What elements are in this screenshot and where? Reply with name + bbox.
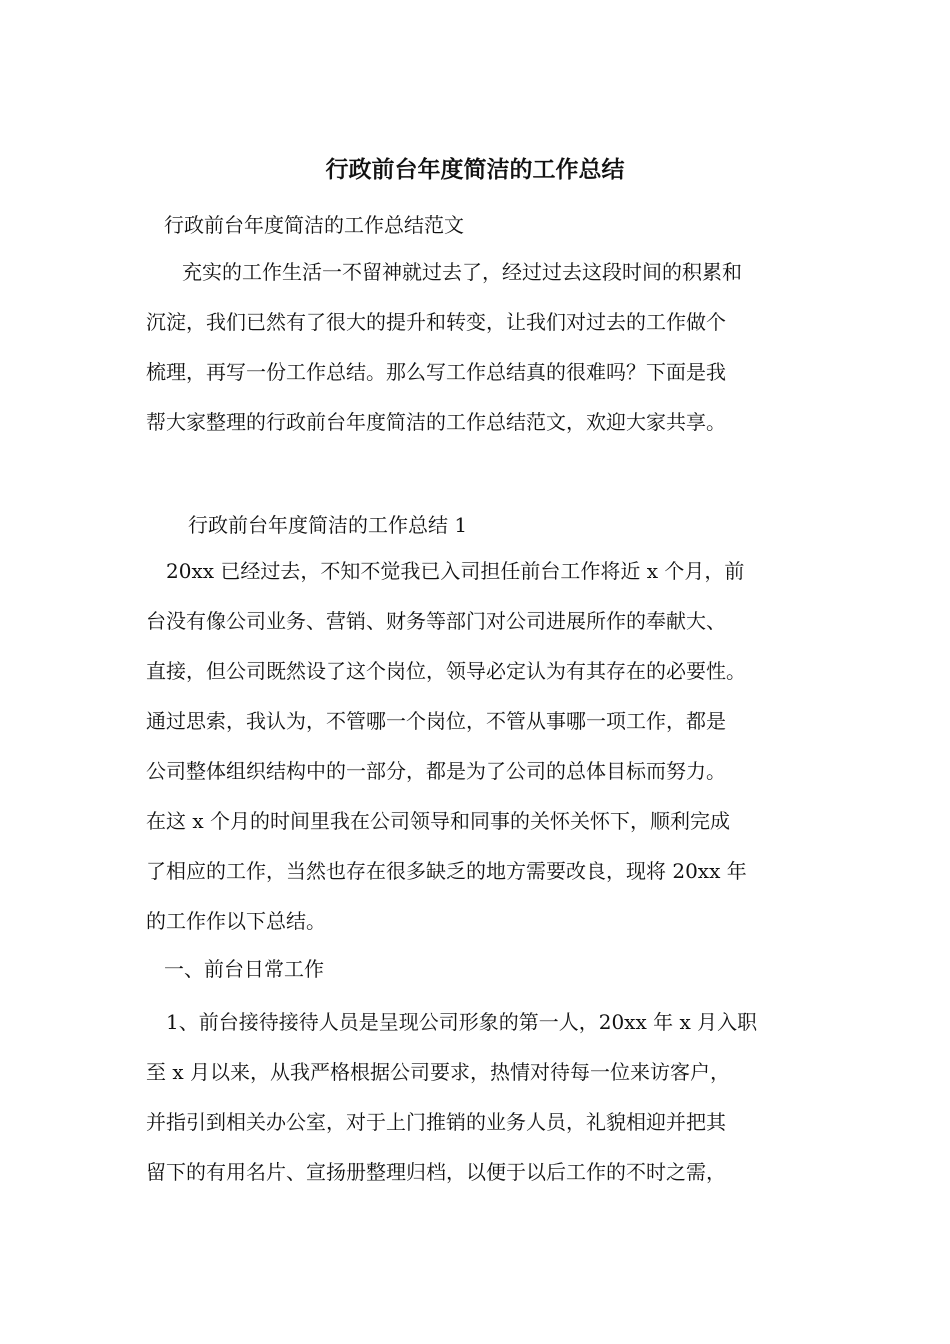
intro-line: 梳理，再写一份工作总结。那么写工作总结真的很难吗？下面是我 xyxy=(146,360,726,384)
paragraph-line: 通过思索，我认为，不管哪一个岗位，不管从事哪一项工作，都是 xyxy=(146,709,726,733)
document-title: 行政前台年度简洁的工作总结 xyxy=(325,156,625,183)
paragraph-line: 了相应的工作，当然也存在很多缺乏的地方需要改良，现将 20xx 年 xyxy=(146,859,747,883)
document-subtitle: 行政前台年度简洁的工作总结范文 xyxy=(164,213,464,237)
paragraph-2 xyxy=(146,997,826,1197)
paragraph-line: 至 x 月以来，从我严格根据公司要求，热情对待每一位来访客户， xyxy=(146,1060,730,1084)
paragraph-line: 20xx 已经过去，不知不觉我已入司担任前台工作将近 x 个月，前 xyxy=(166,559,745,583)
paragraph-line: 留下的有用名片、宣扬册整理归档，以便于以后工作的不时之需， xyxy=(146,1160,726,1184)
paragraph-line: 并指引到相关办公室，对于上门推销的业务人员，礼貌相迎并把其 xyxy=(146,1110,726,1134)
paragraph-1 xyxy=(146,546,826,946)
paragraph-line: 直接，但公司既然设了这个岗位，领导必定认为有其存在的必要性。 xyxy=(146,659,746,683)
subsection-heading: 一、前台日常工作 xyxy=(164,957,324,981)
paragraph-line: 1、前台接待接待人员是呈现公司形象的第一人，20xx 年 x 月入职 xyxy=(166,1010,758,1034)
paragraph-line: 台没有像公司业务、营销、财务等部门对公司进展所作的奉献大、 xyxy=(146,609,726,633)
intro-line: 充实的工作生活一不留神就过去了，经过过去这段时间的积累和 xyxy=(182,260,742,284)
section-heading: 行政前台年度简洁的工作总结 1 xyxy=(188,513,468,537)
intro-line: 沉淀，我们已然有了很大的提升和转变，让我们对过去的工作做个 xyxy=(146,310,726,334)
intro-line: 帮大家整理的行政前台年度简洁的工作总结范文，欢迎大家共享。 xyxy=(146,410,726,434)
paragraph-line: 在这 x 个月的时间里我在公司领导和同事的关怀关怀下，顺利完成 xyxy=(146,809,730,833)
intro-paragraph xyxy=(146,247,826,447)
paragraph-line: 的工作作以下总结。 xyxy=(146,909,326,933)
paragraph-line: 公司整体组织结构中的一部分，都是为了公司的总体目标而努力。 xyxy=(146,759,726,783)
